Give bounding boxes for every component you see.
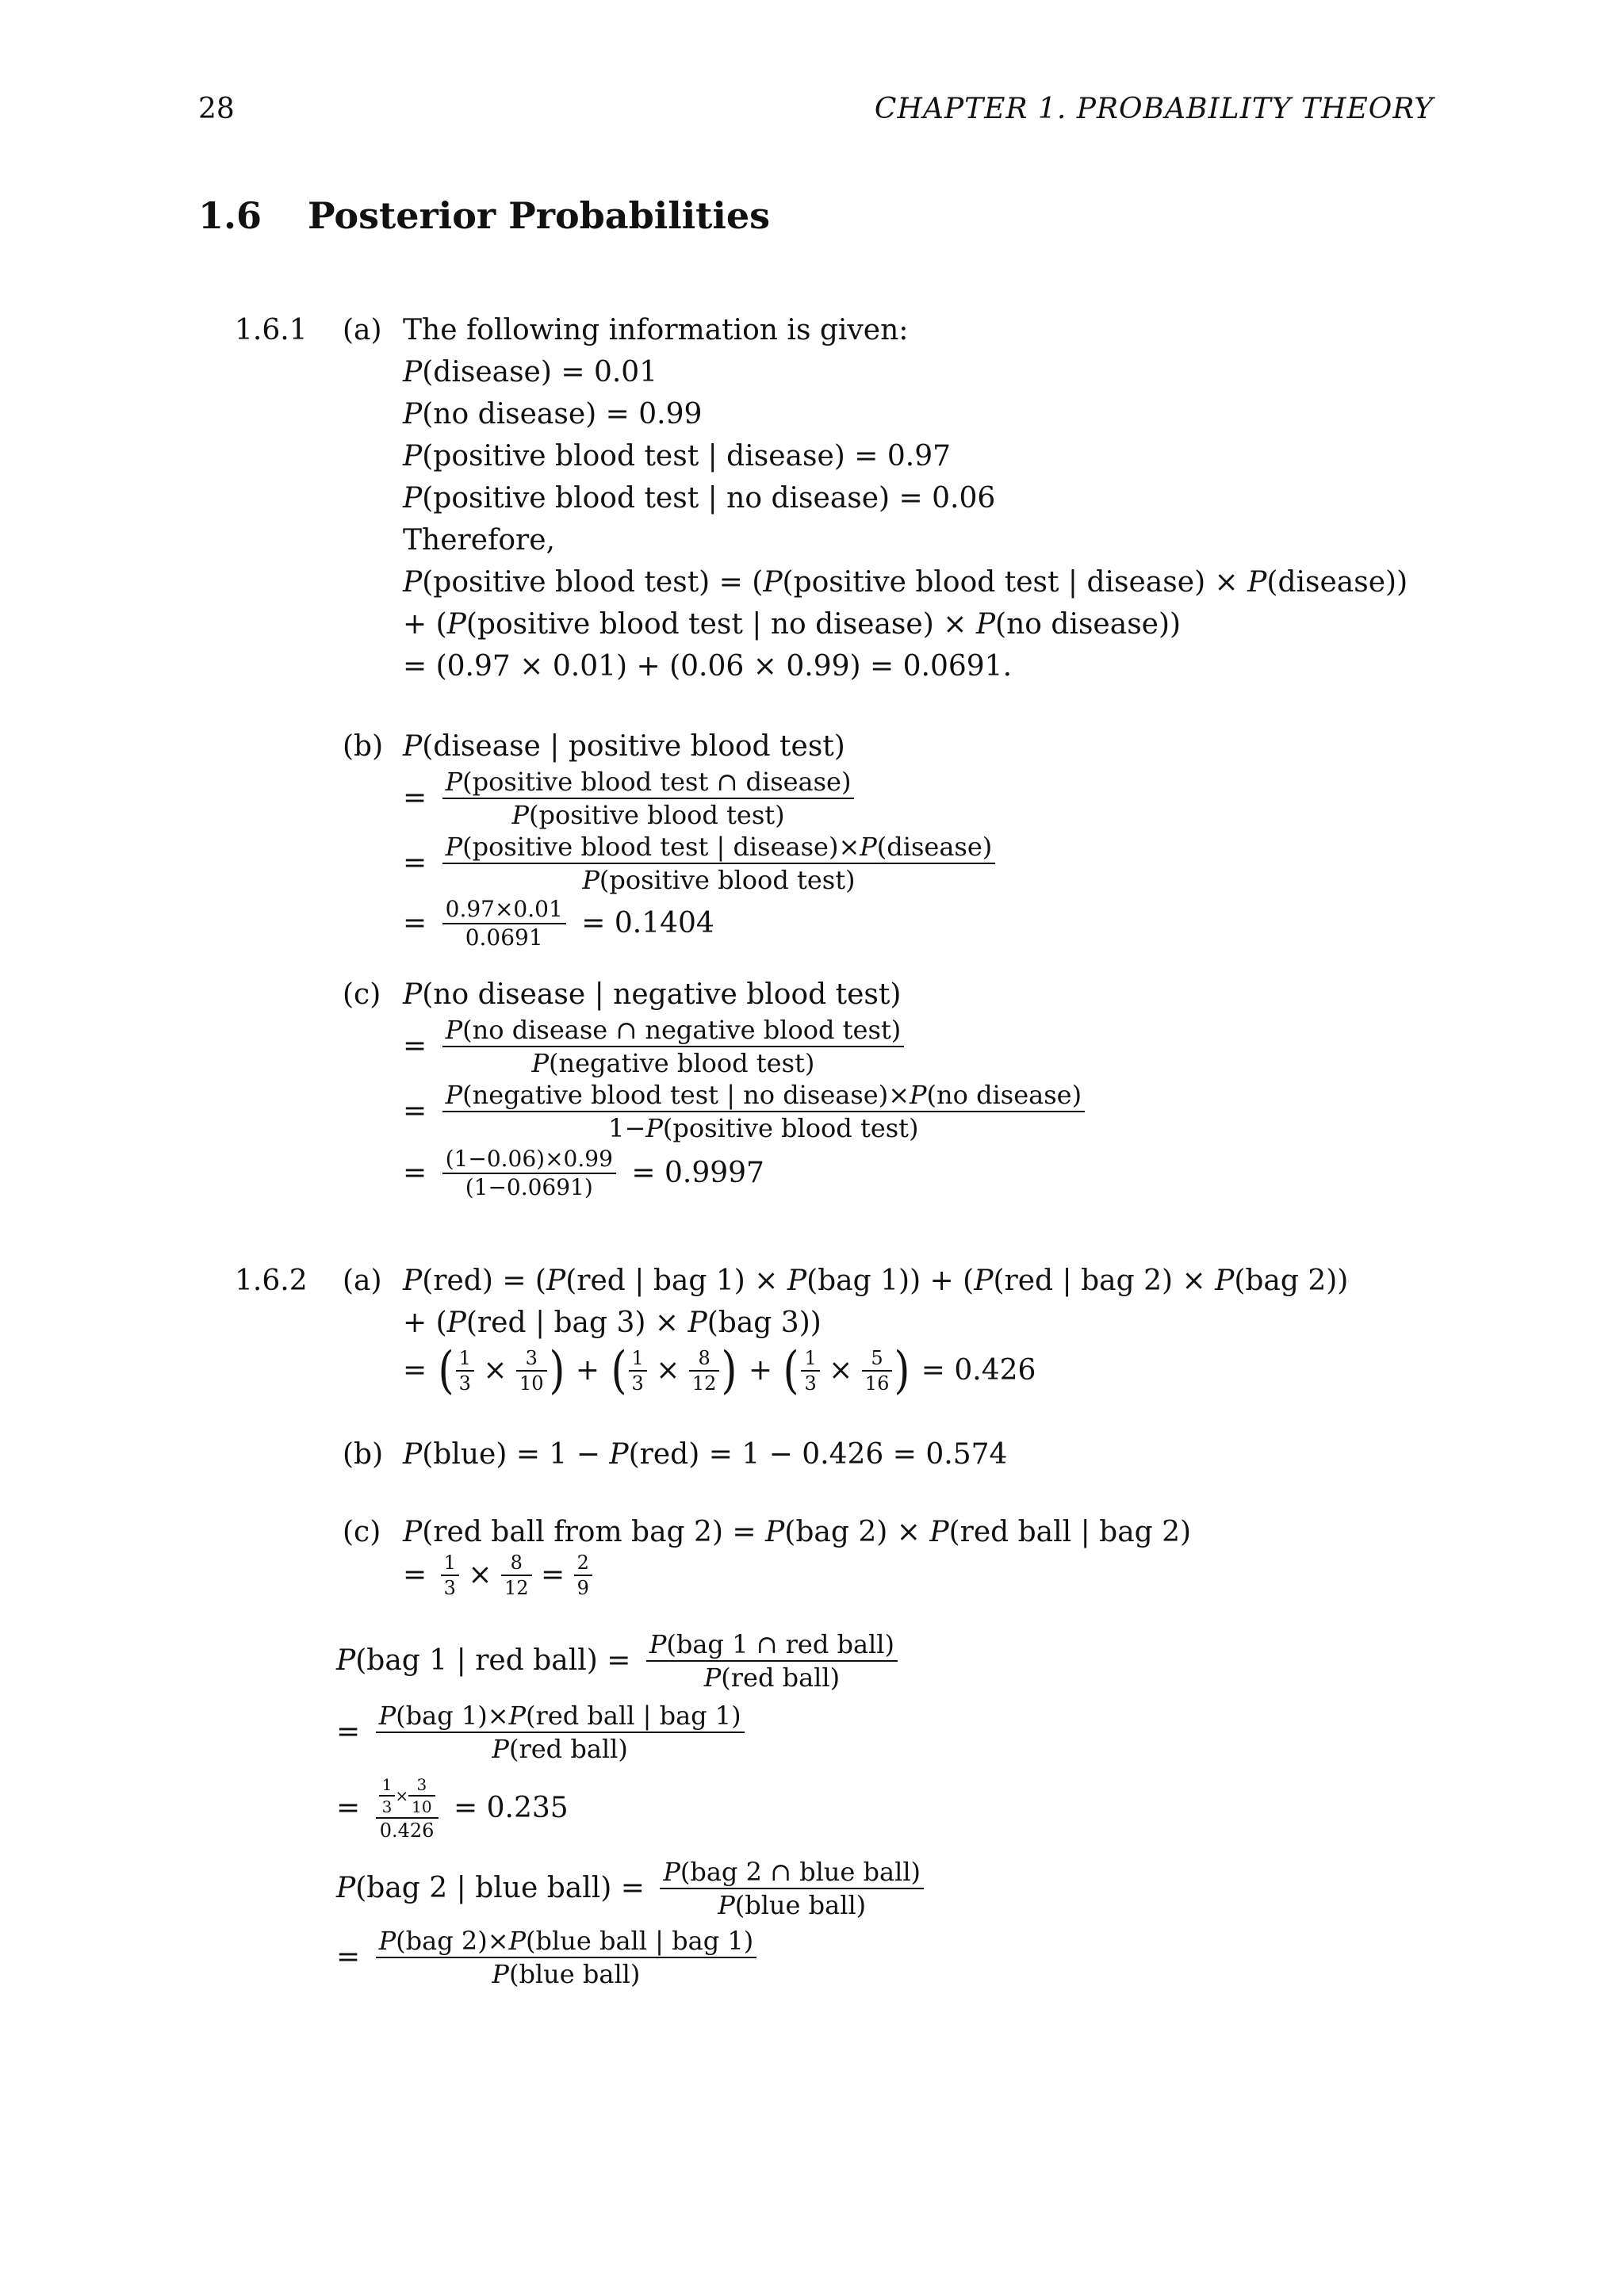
equation-line: P(red ball from bag 2) = P(bag 2) × P(red ball | bag 2): [403, 1516, 1192, 1548]
fraction: $\frac{1}{3}$: [379, 1776, 396, 1816]
fraction: $\frac{\text{P(bag 1)×P(red ball | bag 1)}}{\text{P(red ball)}}$: [376, 1701, 745, 1763]
fraction: $\frac{(1-0.06)\times 0.99}{(1-0.0691)}$: [442, 1147, 616, 1200]
part-label: (a): [343, 314, 382, 346]
fraction-line: = $\frac{0.97\times 0.01}{0.0691}$ = 0.1404: [403, 896, 714, 951]
page-number: 28: [198, 93, 235, 125]
part-label: (c): [343, 1516, 381, 1548]
given-line: P(positive blood test | no disease) = 0.06: [403, 482, 996, 515]
fraction-line: = $\frac{\text{P(bag 2)×P(blue ball | bag 1)}}{\text{P(blue ball)}}$: [336, 1927, 756, 1988]
fraction: $\frac{\text{P(bag 1 ∩ red ball)}}{\text{P(red ball)}}$: [646, 1630, 898, 1692]
given-line: P(disease) = 0.01: [403, 356, 658, 388]
fraction: $\frac{3}{10}$: [408, 1776, 435, 1816]
fraction: $\frac{8}{12}$: [501, 1552, 532, 1598]
fraction: $\frac{1}{3}$ × $\frac{3}{10}$ 0.426: [376, 1776, 439, 1841]
problem-number: 1.6.2: [235, 1265, 308, 1297]
problem-number: 1.6.1: [235, 314, 308, 346]
fraction: $\frac{8}{12}$: [689, 1348, 720, 1394]
chapter-header: CHAPTER 1. PROBABILITY THEORY: [874, 93, 1434, 125]
fraction-line: = ( $\frac{1}{3}$ × $\frac{3}{10}$ ) + ( $\frac{1}{3}$ × $\frac{8}{12}$ ) + ( $\frac{1}{3}$ × $\frac{5}{16}$ ) = 0.426: [403, 1341, 1036, 1400]
fraction: $\frac{\text{P(positive blood test ∩ disease)}}{\text{P(positive blood test)}}$: [442, 767, 855, 829]
fraction-line: = $\frac{(1-0.06)\times 0.99}{(1-0.0691)}$ = 0.9997: [403, 1146, 764, 1200]
section-number: 1.6: [198, 194, 262, 237]
equation-line: = (0.97 × 0.01) + (0.06 × 0.99) = 0.0691.: [403, 650, 1013, 683]
fraction-line: = $\frac{\text{P(positive blood test | disease)×P(disease)}}{\text{P(positive blood test)}}$: [403, 832, 995, 894]
fraction: $\frac{2}{9}$: [574, 1552, 592, 1598]
equation-line: P(positive blood test) = (P(positive blood test | disease) × P(disease)): [403, 566, 1408, 599]
equation-line: P(blue) = 1 − P(red) = 1 − 0.426 = 0.574: [403, 1438, 1008, 1471]
section-title: Posterior Probabilities: [308, 194, 771, 237]
equation-line: P(no disease | negative blood test): [403, 978, 902, 1011]
part-label: (b): [343, 730, 384, 763]
given-line: P(positive blood test | disease) = 0.97: [403, 440, 952, 473]
fraction: $\frac{0.97\times 0.01}{0.0691}$: [442, 897, 566, 950]
section-heading: [198, 193, 770, 238]
intro-text: The following information is given:: [403, 314, 909, 346]
equation-line: P(red) = (P(red | bag 1) × P(bag 1)) + (P(red | bag 2) × P(bag 2)): [403, 1265, 1349, 1297]
part-label: (b): [343, 1438, 384, 1471]
fraction-line: = $\frac{\text{P(negative blood test | no disease)×P(no disease)}}{\text{1−P(positive blood test)}}$: [403, 1081, 1085, 1142]
fraction: $\frac{1}{3}$: [801, 1348, 819, 1394]
equation-line: + (P(positive blood test | no disease) × P(no disease)): [403, 608, 1182, 641]
fraction: $\frac{\text{P(positive blood test | disease)×P(disease)}}{\text{P(positive blood test)}}$: [442, 832, 996, 894]
fraction-line: P(bag 2 | blue ball) = $\frac{\text{P(bag 2 ∩ blue ball)}}{\text{P(blue ball)}}$: [336, 1858, 924, 1919]
part-label: (c): [343, 978, 381, 1011]
fraction-line: = $\frac{\text{P(no disease ∩ negative blood test)}}{\text{P(negative blood test)}}$: [403, 1016, 904, 1077]
fraction-line: = $\frac{\text{P(bag 1)×P(red ball | bag 1)}}{\text{P(red ball)}}$: [336, 1701, 745, 1763]
fraction: $\frac{\text{P(no disease ∩ negative blood test)}}{\text{P(negative blood test)}}$: [442, 1016, 905, 1077]
fraction-line: = $\frac{1}{3}$ × $\frac{8}{12}$ = $\frac{2}{9}$: [403, 1552, 592, 1598]
fraction: $\frac{1}{3}$: [456, 1348, 474, 1394]
equation-line: P(disease | positive blood test): [403, 730, 845, 763]
given-line: P(no disease) = 0.99: [403, 398, 703, 430]
fraction: $\frac{5}{16}$: [862, 1348, 893, 1394]
equation-line: + (P(red | bag 3) × P(bag 3)): [403, 1307, 822, 1339]
fraction: $\frac{1}{3}$: [441, 1552, 459, 1598]
therefore-text: Therefore,: [403, 524, 555, 557]
part-label: (a): [343, 1265, 382, 1297]
fraction: $\frac{\text{P(bag 2)×P(blue ball | bag 1)}}{\text{P(blue ball)}}$: [376, 1927, 757, 1988]
fraction-line: = $\frac{1}{3}$ × $\frac{3}{10}$ 0.426 = 0.235: [336, 1775, 569, 1842]
fraction-line: P(bag 1 | red ball) = $\frac{\text{P(bag 1 ∩ red ball)}}{\text{P(red ball)}}$: [336, 1630, 898, 1692]
fraction: $\frac{1}{3}$: [629, 1348, 647, 1394]
fraction: $\frac{\text{P(bag 2 ∩ blue ball)}}{\text{P(blue ball)}}$: [660, 1858, 924, 1919]
fraction: $\frac{\text{P(negative blood test | no disease)×P(no disease)}}{\text{1−P(positive blood test)}}$: [442, 1081, 1085, 1142]
fraction-line: = $\frac{\text{P(positive blood test ∩ disease)}}{\text{P(positive blood test)}}$: [403, 767, 854, 829]
fraction: $\frac{3}{10}$: [516, 1348, 547, 1394]
